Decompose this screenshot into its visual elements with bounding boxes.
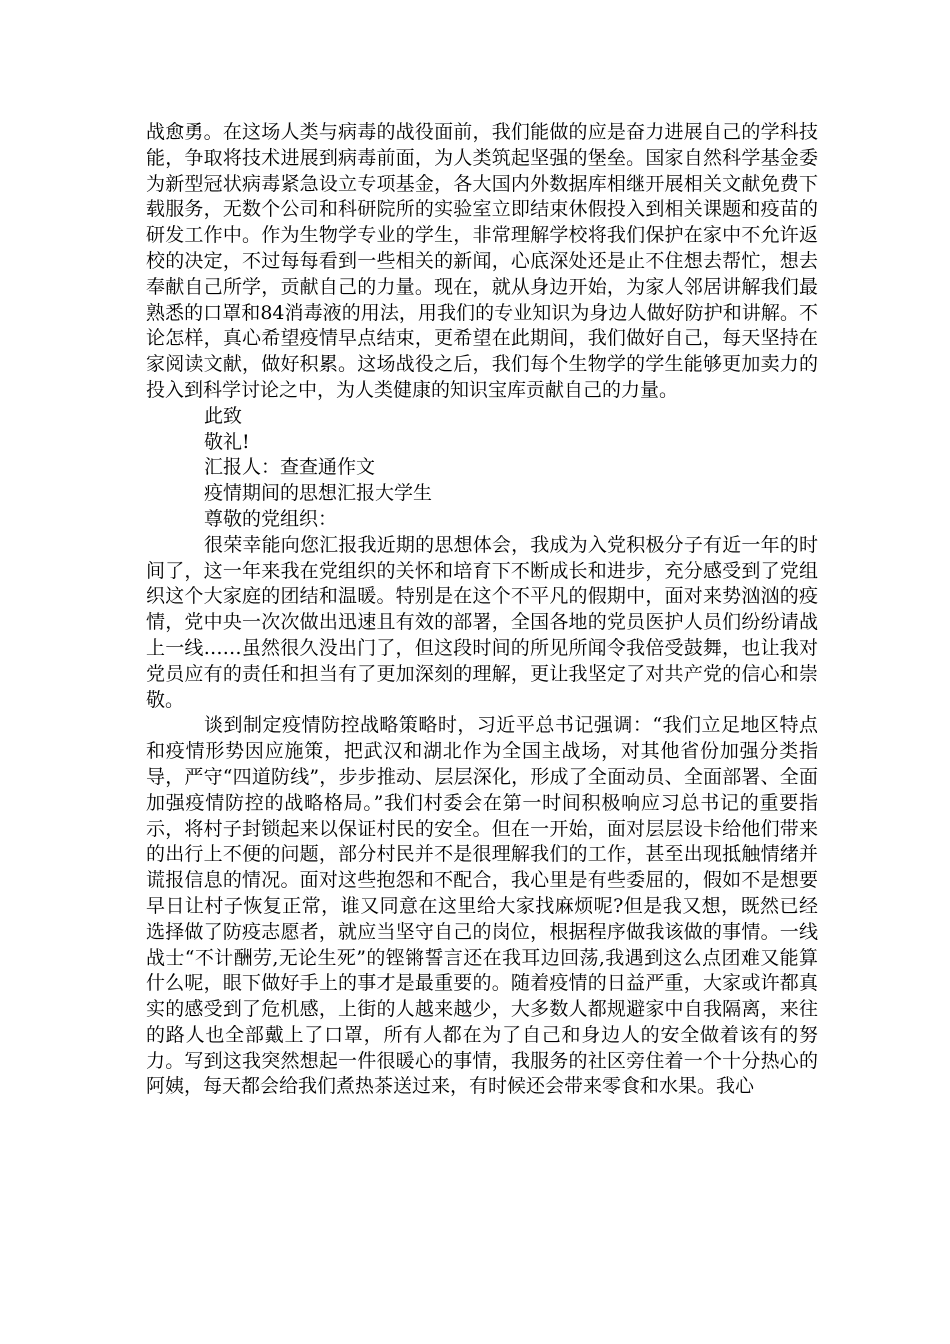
body-paragraph: 谈到制定疫情防控战略策略时，习近平总书记强调：“我们立足地区特点和疫情形势因应施策，把武汉和湖北作为全国主战场，对其他省份加强分类指导，严守“四道防线”，步步推动、层层深化，形成了全面动员、全面部署、全面加强疫情防控的战略格局。”我们村委会在第一时间积极响应习总书记的重要指示，将村子封锁起来以保证村民的安全。但在一开始，面对层层设卡给他们带来的出行上不便的问题，部分村民并不是很理解我们的工作，甚至出现抵触情绪并谎报信息的情况。面对这些抱怨和不配合，我心里是有些委屈的，假如不是想要早日让村子恢复正常，谁又同意在这里给大家找麻烦呢?但是我又想，既然已经选择做了防疫志愿者，就应当坚守自己的岗位，根据程序做我该做的事情。一线战士“不计酬劳,无论生死”的铿锵誓言还在我耳边回荡,我遇到这么点团难又能算什么呢，眼下做好手上的事才是最重要的。随着疫情的日益严重，大家或许都真实的感受到了危机感，上街的人越来越少，大多数人都规避家中自我隔离，来往的路人也全部戴上了口罩，所有人都在为了自己和身边人的安全做着该有的努力。写到这我突然想起一件很暖心的事情，我服务的社区旁住着一个十分热心的阿姨，每天都会给我们煮热茶送过来，有时候还会带来零食和水果。我心: [146, 714, 818, 1098]
greeting-line: 尊敬的党组织：: [204, 507, 338, 530]
document-page: [146, 120, 818, 1100]
reporter-line: 汇报人：查查通作文: [204, 456, 376, 479]
document-title: 疫情期间的思想汇报大学生: [204, 482, 433, 505]
body-paragraph: 战愈勇。在这场人类与病毒的战役面前，我们能做的应是奋力进展自己的学科技能，争取将技术进展到病毒前面，为人类筑起坚强的堡垒。国家自然科学基金委为新型冠状病毒紧急设立专项基金，各大国内外数据库相继开展相关文献免费下载服务，无数个公司和科研院所的实验室立即结束休假投入到相关课题和疫苗的研发工作中。作为生物学专业的学生，非常理解学校将我们保护在家中不允许返校的决定，不过每每看到一些相关的新闻，心底深处还是止不住想去帮忙，想去奉献自己所学，贡献自己的力量。现在，就从身边开始，为家人邻居讲解我们最熟悉的口罩和84消毒液的用法，用我们的专业知识为身边人做好防护和讲解。不论怎样，真心希望疫情早点结束，更希望在此期间，我们做好自己，每天坚持在家阅读文献，做好积累。这场战役之后，我们每个生物学的学生能够更加卖力的投入到科学讨论之中，为人类健康的知识宝库贡献自己的力量。: [146, 121, 818, 401]
salute-line: 敬礼!: [204, 430, 250, 453]
body-paragraph: 很荣幸能向您汇报我近期的思想体会，我成为入党积极分子有近一年的时间了，这一年来我在党组织的关怀和培育下不断成长和进步，充分感受到了党组织这个大家庭的团结和温暖。特别是在这个不平凡的假期中，面对来势汹汹的疫情，党中央一次次做出迅速且有效的部署，全国各地的党员医护人员们纷纷请战上一线……虽然很久没出门了，但这段时间的所见所闻令我倍受鼓舞，也让我对党员应有的责任和担当有了更加深刻的理解，更让我坚定了对共产党的信心和崇敬。: [146, 533, 818, 711]
closing-line: 此致: [204, 404, 243, 427]
